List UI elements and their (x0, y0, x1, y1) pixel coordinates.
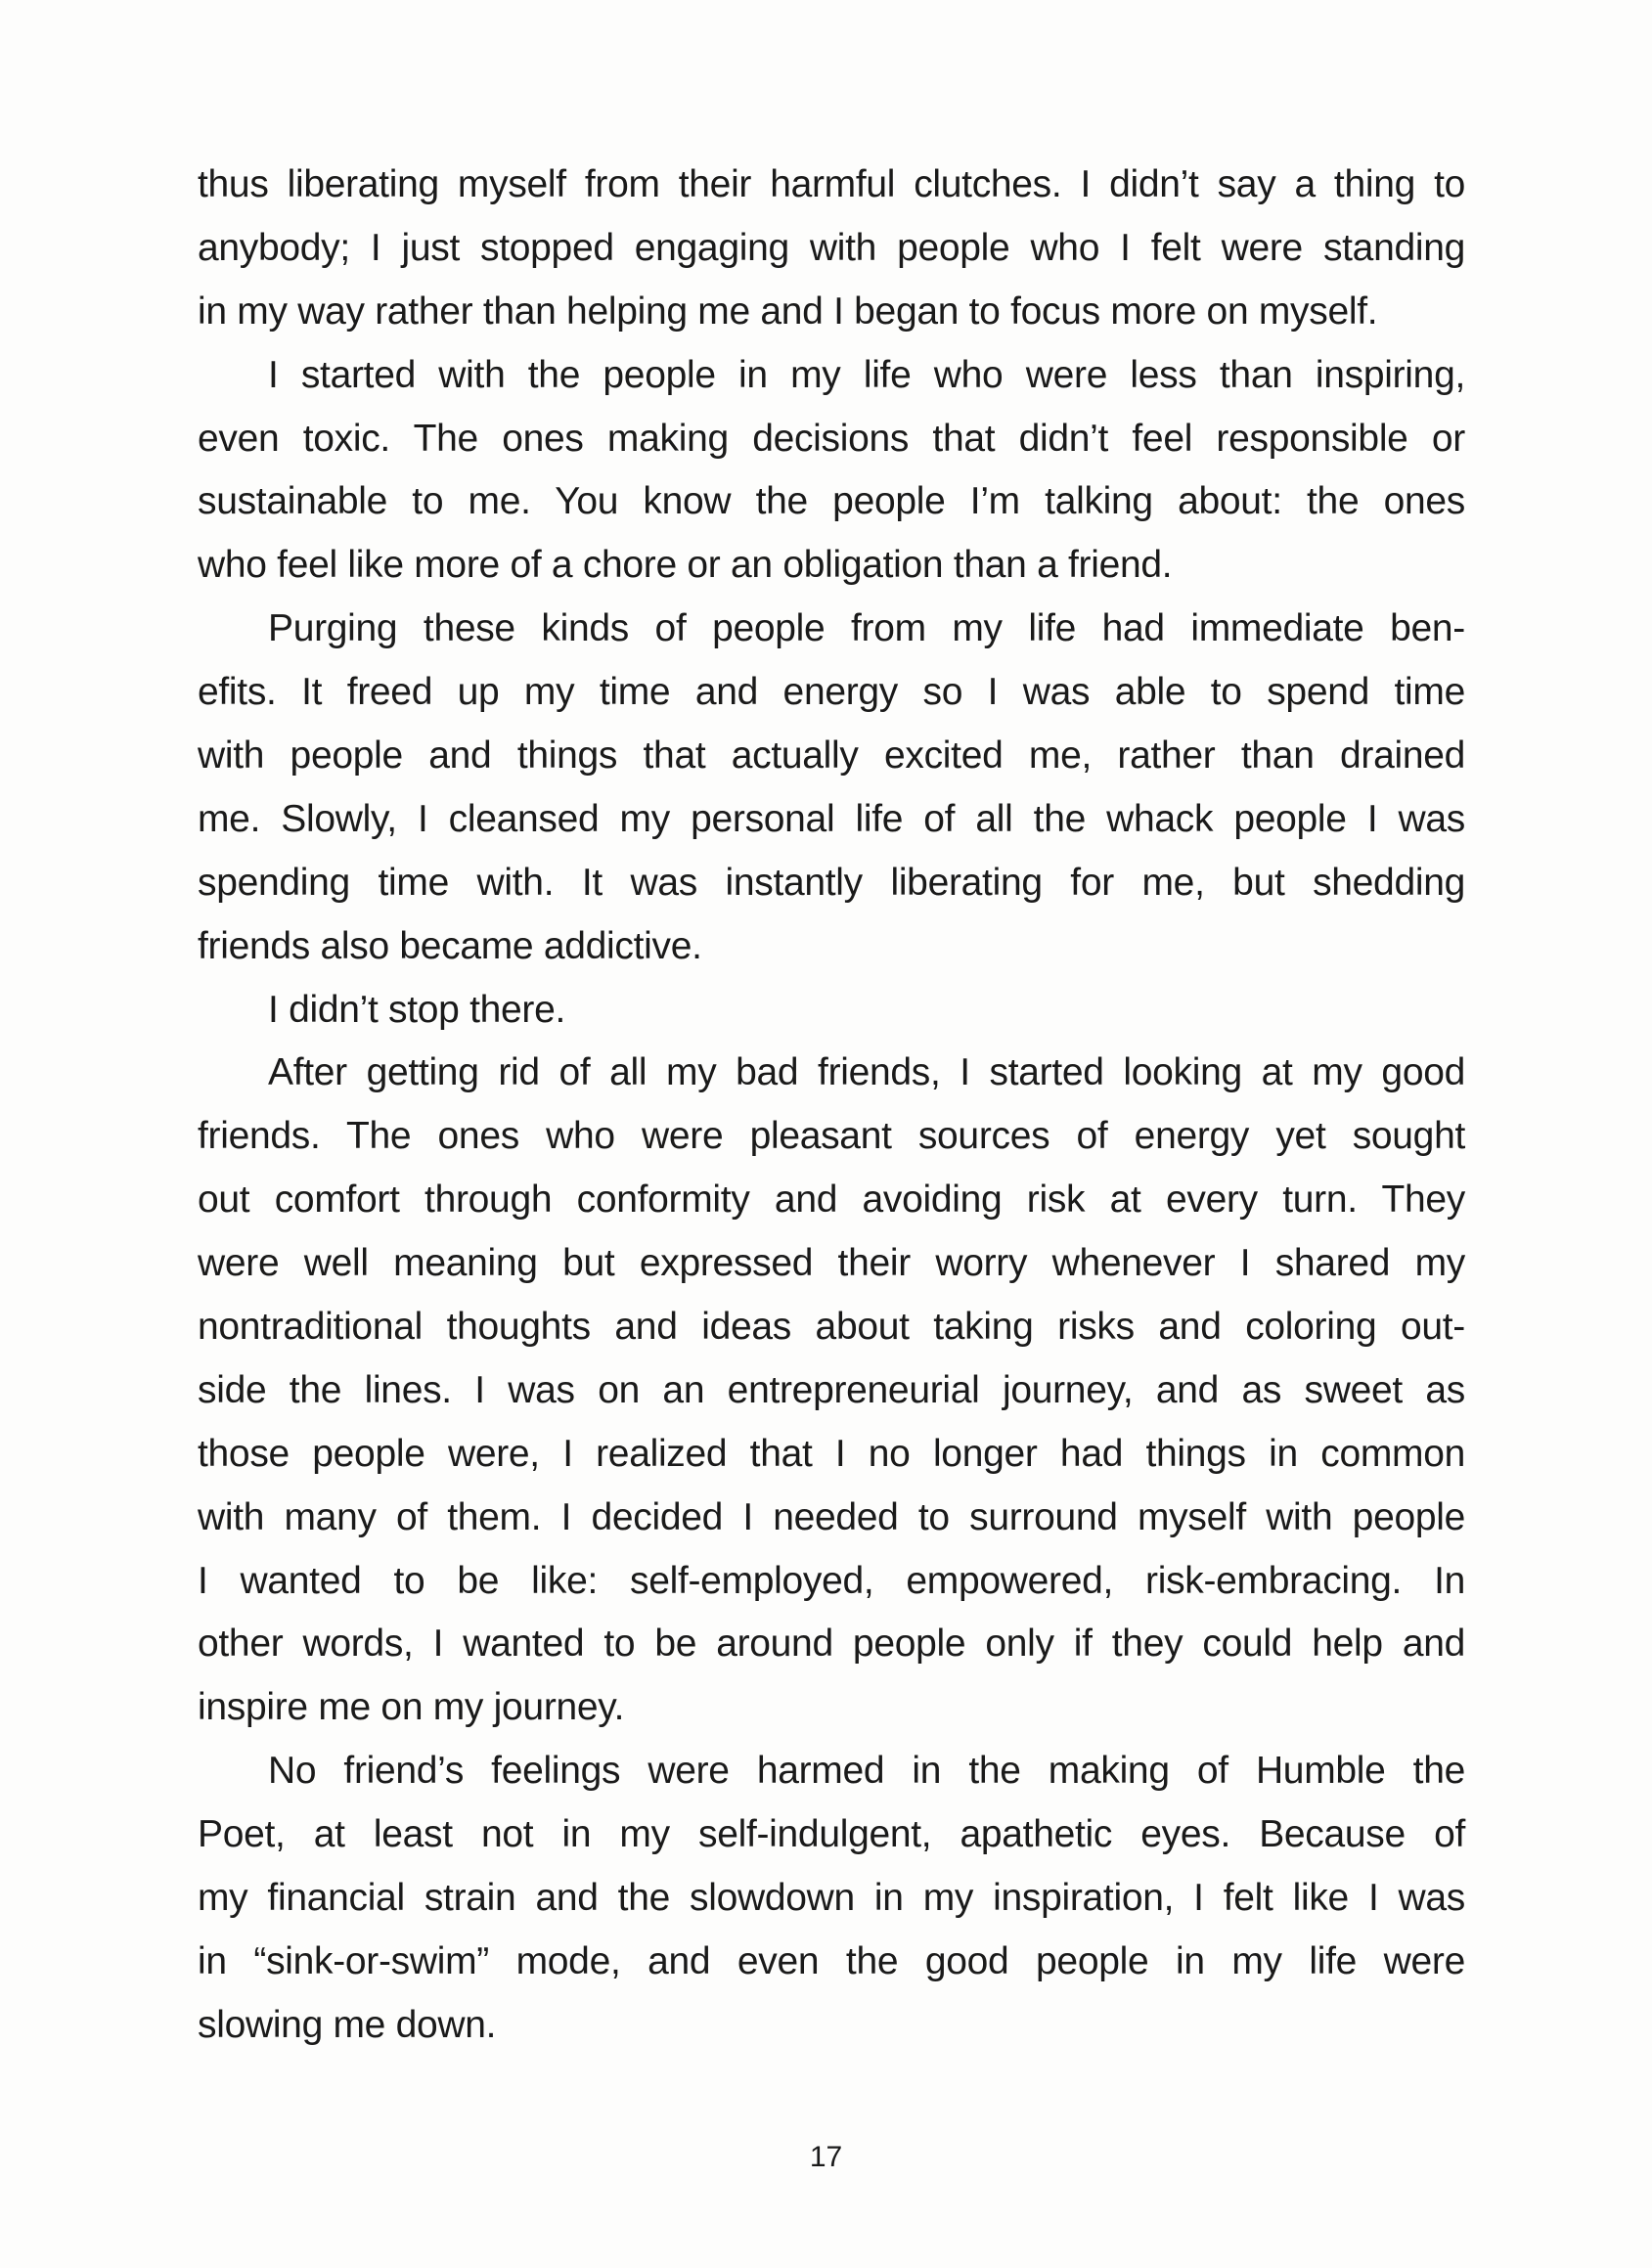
text-line: with many of them. I decided I needed to surround myself with people (198, 1495, 1465, 1538)
text-line: were well meaning but expressed their worry whenever I shared my (198, 1242, 1465, 1285)
text-line: side the lines. I was on an entrepreneurial journey, and as sweet as (198, 1368, 1465, 1411)
text-line: inspire me on my journey. (198, 1686, 625, 1729)
text-line: No friend’s feelings were harmed in the making of Humble the (268, 1750, 1465, 1793)
text-line: who feel like more of a chore or an obligation than a friend. (198, 544, 1173, 587)
text-line: I started with the people in my life who were less than inspiring, (268, 353, 1465, 396)
page-number: 17 (809, 2141, 843, 2173)
text-line: my financial strain and the slowdown in my inspiration, I felt like I was (198, 1877, 1465, 1920)
text-line: other words, I wanted to be around people only if they could help and (198, 1623, 1465, 1666)
text-line: with people and things that actually excited me, rather than drained (198, 734, 1465, 778)
text-line: friends also became addictive. (198, 924, 702, 967)
text-line: nontraditional thoughts and ideas about taking risks and coloring out- (198, 1306, 1465, 1349)
text-line: friends. The ones who were pleasant sources of energy yet sought (198, 1115, 1465, 1158)
text-line: spending time with. It was instantly liberating for me, but shedding (198, 861, 1465, 904)
body-text (198, 154, 1465, 2058)
text-line: in “sink-or-swim” mode, and even the good people in my life were (198, 1939, 1465, 1982)
text-line: slowing me down. (198, 2003, 497, 2046)
text-line: Poet, at least not in my self-indulgent, apathetic eyes. Because of (198, 1813, 1465, 1856)
text-line: Purging these kinds of people from my life had immediate ben- (268, 607, 1465, 650)
text-line: anybody; I just stopped engaging with people who I felt were standing (198, 226, 1465, 269)
text-line: those people were, I realized that I no longer had things in common (198, 1432, 1465, 1475)
text-line: me. Slowly, I cleansed my personal life of all the whack people I was (198, 797, 1465, 840)
text-line: out comfort through conformity and avoiding risk at every turn. They (198, 1178, 1465, 1222)
text-line: even toxic. The ones making decisions that didn’t feel responsible or (198, 417, 1465, 460)
text-line: in my way rather than helping me and I began to focus more on myself. (198, 289, 1378, 333)
text-line: After getting rid of all my bad friends, I started looking at my good (268, 1051, 1465, 1094)
text-line: I didn’t stop there. (268, 988, 566, 1031)
text-line: thus liberating myself from their harmful clutches. I didn’t say a thing to (198, 163, 1465, 205)
text-line: sustainable to me. You know the people I’m talking about: the ones (198, 480, 1465, 523)
text-line: efits. It freed up my time and energy so I was able to spend time (198, 671, 1465, 714)
text-line: I wanted to be like: self-employed, empowered, risk-embracing. In (198, 1559, 1465, 1602)
